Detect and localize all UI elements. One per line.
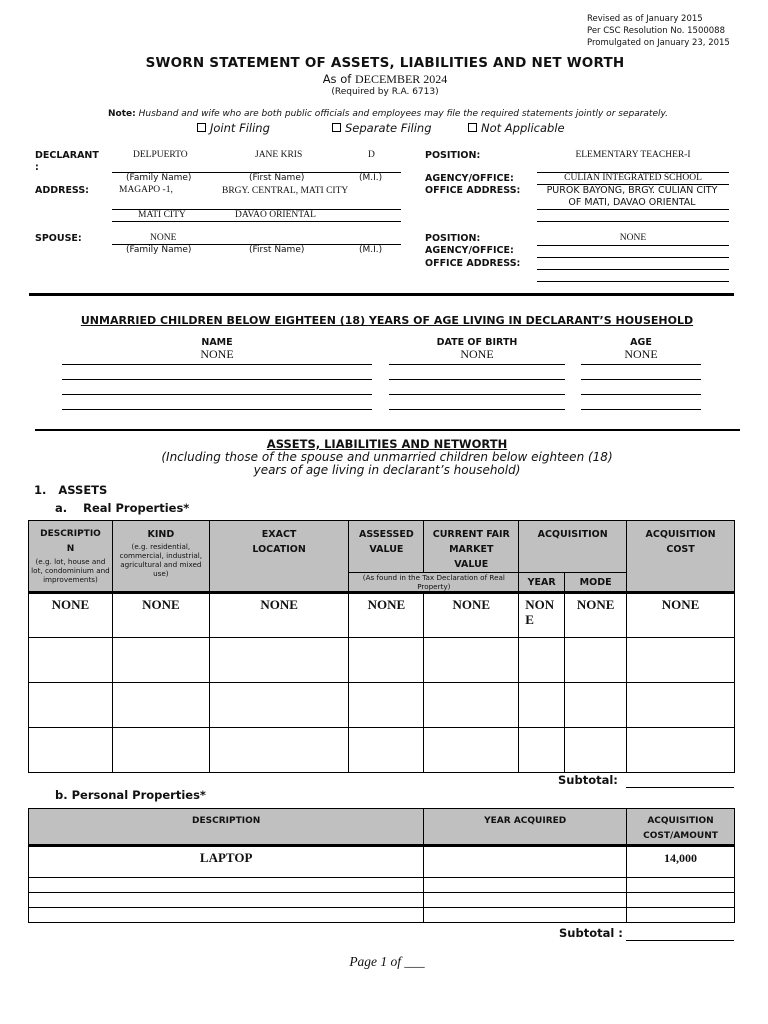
declarant-office-address[interactable]: PUROK BAYONG, BRGY. CULIAN CITY OF MATI, DAVAO ORIENTAL [546,185,718,208]
child-line [389,394,565,395]
alnw-subheading-1: (Including those of the spouse and unmarried children below eighteen (18) [161,450,613,464]
address-underline-2 [112,221,401,222]
spouse-position-label: POSITION: [425,233,481,244]
spouse-label: SPOUSE: [35,233,82,244]
real-cell-cost[interactable]: NONE [627,593,735,638]
as-of-value: DECEMBER 2024 [354,72,448,86]
real-subtotal-line[interactable] [626,787,734,788]
child-line [581,364,701,365]
personal-subtotal-line[interactable] [626,940,734,941]
personal-header-row [29,809,735,846]
checkbox-icon[interactable] [332,123,341,132]
declarant-agency[interactable]: CULIAN INTEGRATED SCHOOL [564,173,702,183]
kind-label: KIND [147,529,175,540]
declarant-position[interactable]: ELEMENTARY TEACHER-I [575,150,691,160]
declarant-label: DECLARANT : [35,150,99,173]
declarant-first-name[interactable]: JANE KRIS [255,150,303,160]
child-name[interactable]: NONE [200,347,234,361]
table-row [29,846,735,878]
children-col-name: NAME [201,337,233,348]
table-row [29,683,735,728]
table-row [29,593,735,638]
agency-label: AGENCY/OFFICE: [425,173,514,184]
cost-label-1: ACQUISITION [647,816,714,826]
family-name-caption: (Family Name) [126,173,192,183]
page-title: SWORN STATEMENT OF ASSETS, LIABILITIES AND NET WORTH [145,55,625,71]
checkbox-icon[interactable] [197,123,206,132]
real-properties-heading: a. Real Properties* [55,501,190,515]
acquisition-cost-label-1: ACQUISITION [645,529,716,540]
real-cell-kind[interactable]: NONE [112,593,209,638]
alnw-heading: ASSETS, LIABILITIES AND NETWORTH [266,437,508,451]
description-note: (e.g. lot, house and lot, condominium and improvements) [31,557,110,584]
child-line [581,409,701,410]
personal-subtotal-label: Subtotal : [559,926,623,940]
real-cell-mode[interactable]: NONE [565,593,627,638]
real-properties-table [28,520,735,773]
declarant-family-name[interactable]: DELPUERTO [133,150,188,160]
child-dob[interactable]: NONE [460,347,494,361]
table-row [29,893,735,908]
spouse-mi-caption: (M.I.) [359,245,383,255]
col-kind [112,521,209,593]
address-line-2[interactable]: BRGY. CENTRAL, MATI CITY [222,186,349,196]
assets-heading: 1. ASSETS [34,483,108,497]
child-line [62,364,372,365]
tax-note: (As found in the Tax Declaration of Real Property) [362,573,505,591]
col-mode [565,573,627,593]
revision-line-2: Per CSC Resolution No. 1500088 [587,26,726,36]
required-by: (Required by R.A. 6713) [331,87,439,97]
personal-cell-description[interactable]: LAPTOP [29,846,424,878]
office-address-label: OFFICE ADDRESS: [425,185,521,196]
col-description [29,521,113,593]
real-header-row [29,521,735,573]
spouse-position[interactable]: NONE [619,233,647,243]
assessed-value-label-1: ASSESSED [359,529,414,540]
personal-description-label: DESCRIPTION [192,816,261,826]
note-text: Husband and wife who are both public officials and employees may file the required statements jointly or separately. [138,109,668,119]
col-personal-description [29,809,424,846]
exact-location-label-1: EXACT [261,529,297,540]
real-cell-fair-market[interactable]: NONE [424,593,519,638]
not-applicable-label: Not Applicable [481,121,565,135]
real-subtotal-label: Subtotal: [558,773,618,787]
revision-line-3: Promulgated on January 23, 2015 [587,38,730,48]
child-line [581,379,701,380]
mi-caption: (M.I.) [359,173,383,183]
child-line [62,394,372,395]
section-divider-2 [35,429,740,431]
spouse-agency-underline [537,257,729,258]
tax-note-cell [349,573,519,593]
col-year-acquired [424,809,627,846]
joint-filing-label: Joint Filing [210,121,270,135]
child-line [581,394,701,395]
office-address-underline-2 [537,221,729,222]
fair-market-label-2: MARKET [449,544,494,555]
year-label: YEAR [527,576,556,588]
table-row [29,638,735,683]
revision-line-1: Revised as of January 2015 [587,14,703,24]
table-row [29,728,735,773]
separate-filing-label: Separate Filing [345,121,432,135]
position-label: POSITION: [425,150,481,161]
assessed-value-label-2: VALUE [369,544,404,555]
separate-filing-option[interactable] [332,121,432,135]
spouse-office-address-underline-1 [537,269,729,270]
col-fair-market-value [424,521,519,573]
page-number: Page 1 of ___ [349,954,425,969]
spouse-family-name-caption: (Family Name) [126,245,192,255]
personal-properties-table [28,808,735,923]
office-address-underline-1 [537,209,729,210]
fair-market-label-3: VALUE [454,559,489,570]
first-name-caption: (First Name) [249,173,305,183]
fair-market-label-1: CURRENT FAIR [432,529,510,540]
address-line-4[interactable]: DAVAO ORIENTAL [235,210,316,220]
address-line-3[interactable]: MATI CITY [138,210,186,220]
table-row [29,908,735,923]
table-row [29,878,735,893]
real-cell-year[interactable]: NON E [519,593,565,638]
child-line [389,379,565,380]
cost-label-2: COST/AMOUNT [643,831,718,841]
acquisition-label: ACQUISITION [537,529,608,540]
child-line [389,364,565,365]
mode-label: MODE [579,576,612,588]
child-age[interactable]: NONE [624,347,658,361]
as-of-label: As of [322,72,352,86]
year-acquired-label: YEAR ACQUIRED [484,816,567,826]
not-applicable-option[interactable] [468,121,565,135]
personal-properties-heading: b. Personal Properties* [55,788,206,802]
exact-location-label-2: LOCATION [252,544,306,555]
section-divider-1 [29,293,734,296]
col-year [519,573,565,593]
note [0,109,768,119]
alnw-subheading-2: years of age living in declarant’s household) [253,463,521,477]
spouse-office-address-underline-2 [537,281,729,282]
real-cell-assessed[interactable]: NONE [349,593,424,638]
as-of-line [0,72,768,87]
col-acquisition-cost-amount [627,809,735,846]
spouse-position-underline [537,245,729,246]
child-line [62,379,372,380]
children-col-age: AGE [630,337,652,348]
revision-info [587,13,730,49]
col-acquisition [519,521,627,573]
child-line [62,409,372,410]
personal-cell-year[interactable] [424,846,627,878]
description-label-2: N [66,544,75,554]
spouse-agency-label: AGENCY/OFFICE: [425,245,514,256]
children-col-dob: DATE OF BIRTH [436,337,518,348]
spouse-office-address-label: OFFICE ADDRESS: [425,258,521,269]
kind-note: (e.g. residential, commercial, industrial, agricultural and mixed use) [119,542,203,578]
real-cell-location[interactable]: NONE [209,593,349,638]
address-label: ADDRESS: [35,185,89,196]
col-exact-location [209,521,349,593]
children-heading: UNMARRIED CHILDREN BELOW EIGHTEEN (18) YEARS OF AGE LIVING IN DECLARANT’S HOUSEHOLD [80,314,694,327]
joint-filing-option[interactable] [197,121,270,135]
col-acquisition-cost [627,521,735,593]
spouse-first-name-caption: (First Name) [249,245,305,255]
col-assessed-value [349,521,424,573]
acquisition-cost-label-2: COST [666,544,695,555]
address-line-1[interactable]: MAGAPO -1, [119,185,173,195]
checkbox-icon[interactable] [468,123,477,132]
personal-cell-cost[interactable]: 14,000 [627,846,735,878]
description-label-1: DESCRIPTIO [40,529,101,539]
real-cell-description[interactable]: NONE [29,593,113,638]
child-line [389,409,565,410]
declarant-mi[interactable]: D [368,150,375,160]
spouse-family-name[interactable]: NONE [150,233,177,243]
note-label: Note: [108,109,136,119]
